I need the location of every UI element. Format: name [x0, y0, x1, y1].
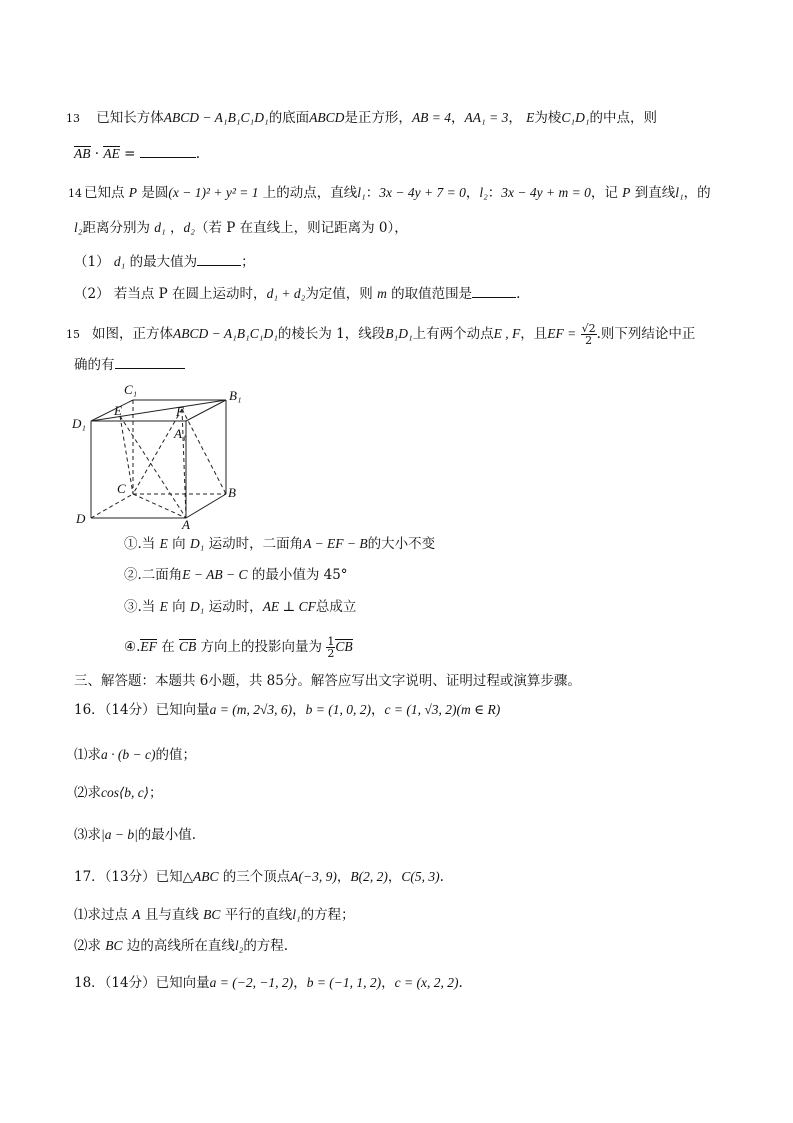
q16-s1 — [74, 746, 196, 764]
q14-p2: P — [622, 185, 631, 200]
q17-s1-a: A — [132, 907, 141, 922]
q15-text-b: 的棱长为 1，线段 — [277, 326, 386, 342]
q16-s1-expr: a · (b − c) — [101, 747, 156, 762]
q13-sep2: ， — [508, 110, 522, 126]
q14-l2: l₂ — [479, 185, 488, 200]
q17-tri: △ABC — [182, 869, 219, 884]
q14-line2 — [74, 219, 408, 237]
q14-text-a: 已知点 — [84, 185, 129, 201]
q14-sub1-d1: d₁ — [113, 254, 126, 269]
edge-a-b — [186, 494, 226, 518]
q14-l1b: l₁ — [675, 185, 684, 200]
opt3-e: E — [159, 599, 168, 614]
q17-sep1: ， — [336, 869, 351, 885]
q14-l1: l₁ — [357, 185, 366, 200]
q16-cond: (m ∈ R) — [456, 702, 501, 717]
q16-sep: ， — [292, 702, 306, 718]
opt2-a: 二面角 — [141, 567, 183, 583]
q16-vec-b: b = (1, 0, 2) — [305, 702, 371, 717]
opt3-a: 当 — [141, 599, 160, 615]
opt4-a: 在 — [156, 639, 179, 655]
q13-e: E — [526, 110, 535, 125]
q14-sub2-text-c: 的取值范围是 — [386, 286, 473, 302]
q16-vec-a: a = (m, 2√3, 6) — [209, 702, 293, 717]
q13-line2 — [74, 145, 200, 163]
q17-s2-label: ⑵求 — [74, 938, 106, 954]
q16-s3-text: 的最小值. — [137, 827, 197, 843]
q17-pa: A(−3, 9) — [290, 869, 337, 884]
label-a1: A₁ — [174, 426, 187, 441]
q14-sub2-text-b: 为定值，则 — [305, 286, 378, 302]
opt2-angle: E − AB − C — [182, 567, 248, 582]
q13-text-d: 为棱 — [534, 110, 562, 126]
opt3-d1: D₁ — [189, 599, 205, 614]
q17-s1-bc: BC — [203, 907, 221, 922]
opt1-c: 运动时，二面角 — [204, 536, 304, 552]
opt1-angle: A − EF − B — [303, 536, 368, 551]
q14-p: P — [128, 185, 138, 200]
opt4-label: ④. — [124, 639, 141, 655]
q14-line2-l2: l₂ — [74, 220, 83, 235]
opt2-b: 的最小值为 — [247, 567, 324, 583]
q17-pc: C(5, 3) — [401, 869, 440, 884]
opt4-cb2: CB — [335, 639, 353, 654]
q17-s1-label: ⑴求过点 — [74, 907, 133, 923]
q14-line2-text: 距离分别为 — [82, 220, 155, 236]
q17-s2-text-a: 边的高线所在直线 — [122, 938, 235, 954]
opt4-frac-num: 1 — [327, 635, 335, 648]
q16-s3-label: ⑶求 — [74, 827, 101, 843]
q17-s2-text-b: 的方程. — [243, 938, 289, 954]
label-f: F — [176, 404, 184, 419]
opt1-a: 当 — [141, 536, 160, 552]
q18-vec-c: c = (x, 2, 2) — [394, 975, 459, 990]
q14-line2-sep: ， — [165, 220, 184, 236]
q17-head-text: 17．（13分）已知 — [74, 869, 183, 885]
q17-text-a: 的三个顶点 — [218, 869, 291, 885]
q14-sub1-text: 的最大值为 — [125, 254, 198, 270]
q15-frac-num: √2 — [581, 322, 596, 335]
q14-eq1: 3x − 4y + 7 = 0 — [379, 185, 466, 200]
cube-figure — [70, 378, 250, 530]
q15-text-e: .则下列结论中正 — [596, 326, 696, 342]
q17-s1-text-b: 平行的直线 — [220, 907, 293, 923]
q13-text-a: 已知长方体 — [96, 110, 164, 126]
q13-edge: C₁D₁ — [561, 110, 590, 125]
q14-eq2: 3x − 4y + m = 0 — [501, 185, 591, 200]
opt1-d1: D₁ — [189, 536, 205, 551]
opt4-ef: EF — [140, 639, 157, 654]
q16-s2-text: ； — [149, 785, 163, 801]
opt4-b: 方向上的投影向量为 — [196, 639, 327, 655]
q13-vec-ae: AE — [103, 146, 120, 161]
opt4-frac-den: 2 — [327, 647, 335, 660]
q15-opt4 — [124, 636, 353, 659]
label-d: D — [76, 511, 86, 526]
opt1-d: 的大小不变 — [367, 536, 436, 552]
q13-end: . — [195, 146, 201, 162]
q14-text-h: 到直线 — [630, 185, 676, 201]
q18-vec-a: a = (−2, −1, 2) — [209, 975, 294, 990]
q18-head — [74, 974, 463, 992]
q13-text-c: 是正方形， — [344, 110, 412, 126]
q14-text-f: ： — [487, 185, 502, 201]
q15-fraction — [581, 323, 597, 346]
section-3-heading: 三、解答题：本题共 6小题，共 85分。解答应写出文字说明、证明过程或演算步骤。 — [74, 673, 581, 689]
q14-sub1-blank[interactable] — [197, 253, 241, 266]
q15-opt1 — [124, 535, 435, 553]
opt2-label: ②. — [124, 567, 142, 583]
opt1-label: ①. — [124, 536, 142, 552]
q14-line1 — [68, 184, 711, 203]
q15-number: 15 — [66, 328, 80, 341]
q17-end: . — [439, 869, 444, 885]
q18-end: . — [458, 975, 463, 991]
label-b1: B₁ — [229, 388, 242, 403]
label-c1: C₁ — [124, 382, 138, 397]
q16-s3 — [74, 826, 196, 844]
line-f-c — [133, 409, 182, 494]
q14-text-d: ： — [365, 185, 380, 201]
q15-answer-blank[interactable] — [115, 356, 185, 369]
q14-sub1-label: （1） — [74, 254, 110, 270]
q13-number: 13 — [66, 112, 80, 125]
q17-sep2: ， — [387, 869, 402, 885]
q16-head-text: 16．（14分）已知向量 — [74, 702, 210, 718]
q16-s3-expr: |a − b| — [101, 827, 138, 842]
q16-vec-c: c = (1, √3, 2) — [384, 702, 457, 717]
q16-head — [74, 701, 500, 719]
q17-s1-text-a: 且与直线 — [140, 907, 204, 923]
q13-vec-ab: AB — [74, 146, 91, 161]
q17-head — [74, 868, 444, 886]
q16-sep2: ， — [370, 702, 385, 718]
q14-text-e: ， — [465, 185, 480, 201]
label-b: B — [228, 485, 236, 500]
edge-d-c — [91, 494, 133, 518]
q17-s2 — [74, 937, 288, 955]
q14-line2-paren: （若 P 在直线上，则记距离为 0）， — [194, 220, 408, 236]
q14-sub1-end: ； — [241, 254, 255, 270]
q13-ab: AB = 4 — [411, 110, 452, 125]
q13-sep1: ， — [451, 110, 465, 126]
q16-s1-label: ⑴求 — [74, 747, 101, 763]
label-a: A — [182, 517, 190, 530]
q15-seg: B₁D₁ — [385, 326, 413, 341]
q15-line1 — [66, 323, 695, 346]
q16-s2-label: ⑵求 — [74, 785, 101, 801]
opt4-fraction — [326, 636, 335, 659]
label-e: E — [114, 403, 122, 418]
q14-d2: d₂ — [183, 220, 195, 235]
opt2-val: 45° — [323, 567, 348, 583]
q15-line2 — [74, 356, 185, 374]
q16-s2-expr: cos⟨b, c⟩ — [101, 785, 150, 800]
q14-text-g: ，记 — [590, 185, 623, 201]
opt1-e: E — [159, 536, 168, 551]
q13-dot: · — [90, 146, 104, 162]
opt3-rel: AE ⊥ CF — [262, 599, 316, 614]
q13-answer-blank[interactable] — [140, 145, 196, 158]
q14-text-b: 是圆 — [137, 185, 169, 201]
q17-s2-bc: BC — [105, 938, 123, 953]
opt1-b: 向 — [167, 536, 190, 552]
q14-sub2-expr: d₁ + d₂ — [266, 286, 306, 301]
q13-base: ABCD — [309, 110, 345, 125]
q13-text-e: 的中点，则 — [589, 110, 658, 126]
opt3-label: ③. — [124, 599, 142, 615]
q14-sub1 — [74, 253, 255, 271]
opt4-cb: CB — [179, 639, 197, 654]
q17-s2-l2: l₂ — [234, 938, 244, 953]
label-c: C — [117, 481, 126, 496]
q13-text-b: 的底面 — [268, 110, 310, 126]
q18-vec-b: b = (−1, 1, 2) — [306, 975, 382, 990]
q15-opt2 — [124, 566, 348, 584]
q13-solid: ABCD − A₁B₁C₁D₁ — [163, 110, 269, 125]
q17-s1-l1: l₁ — [292, 907, 301, 922]
q15-ef-eq: EF = — [547, 326, 577, 341]
label-d1: D₁ — [72, 416, 86, 431]
q14-sub2-end: . — [516, 286, 521, 302]
opt3-c: 运动时， — [204, 599, 263, 615]
q15-solid: ABCD − A₁B₁C₁D₁ — [173, 326, 278, 341]
q14-sub2-m: m — [377, 286, 387, 301]
q14-sub2-text-a: 若当点 P 在圆上运动时， — [109, 286, 267, 302]
q17-s1-text-c: 的方程； — [300, 907, 355, 923]
q14-text-i: ，的 — [683, 185, 711, 201]
q18-sep2: ， — [381, 975, 395, 991]
q15-frac-den: 2 — [585, 334, 593, 347]
q14-circle: (x − 1)² + y² = 1 — [168, 185, 259, 200]
opt3-b: 向 — [167, 599, 190, 615]
q14-text-c: 上的动点，直线 — [258, 185, 358, 201]
q15-text-c: 上有两个动点 — [412, 326, 494, 342]
q14-sub2-blank[interactable] — [472, 285, 516, 298]
q13-line1 — [66, 109, 657, 128]
q13-aa1: AA₁ = 3 — [464, 110, 509, 125]
q18-sep: ， — [293, 975, 307, 991]
q15-text-d: ，且 — [520, 326, 548, 342]
q14-sub2 — [74, 285, 520, 303]
q16-s2 — [74, 784, 163, 802]
q17-s1 — [74, 906, 355, 924]
q13-eq: = — [119, 146, 136, 162]
line-f-b — [182, 409, 226, 494]
q17-pb: B(2, 2) — [350, 869, 388, 884]
q14-d1: d₁ — [154, 220, 166, 235]
q15-ef-pts: E , F — [493, 326, 521, 341]
q15-opt3 — [124, 598, 356, 616]
q15-text-a: 如图，正方体 — [92, 326, 173, 342]
opt3-d: 总成立 — [315, 599, 357, 615]
q14-number: 14 — [68, 187, 82, 200]
q15-line2-text: 确的有 — [74, 357, 115, 373]
q18-head-text: 18．（14分）已知向量 — [74, 975, 210, 991]
q16-s1-text: 的值； — [155, 747, 196, 763]
q14-sub2-label: （2） — [74, 286, 110, 302]
